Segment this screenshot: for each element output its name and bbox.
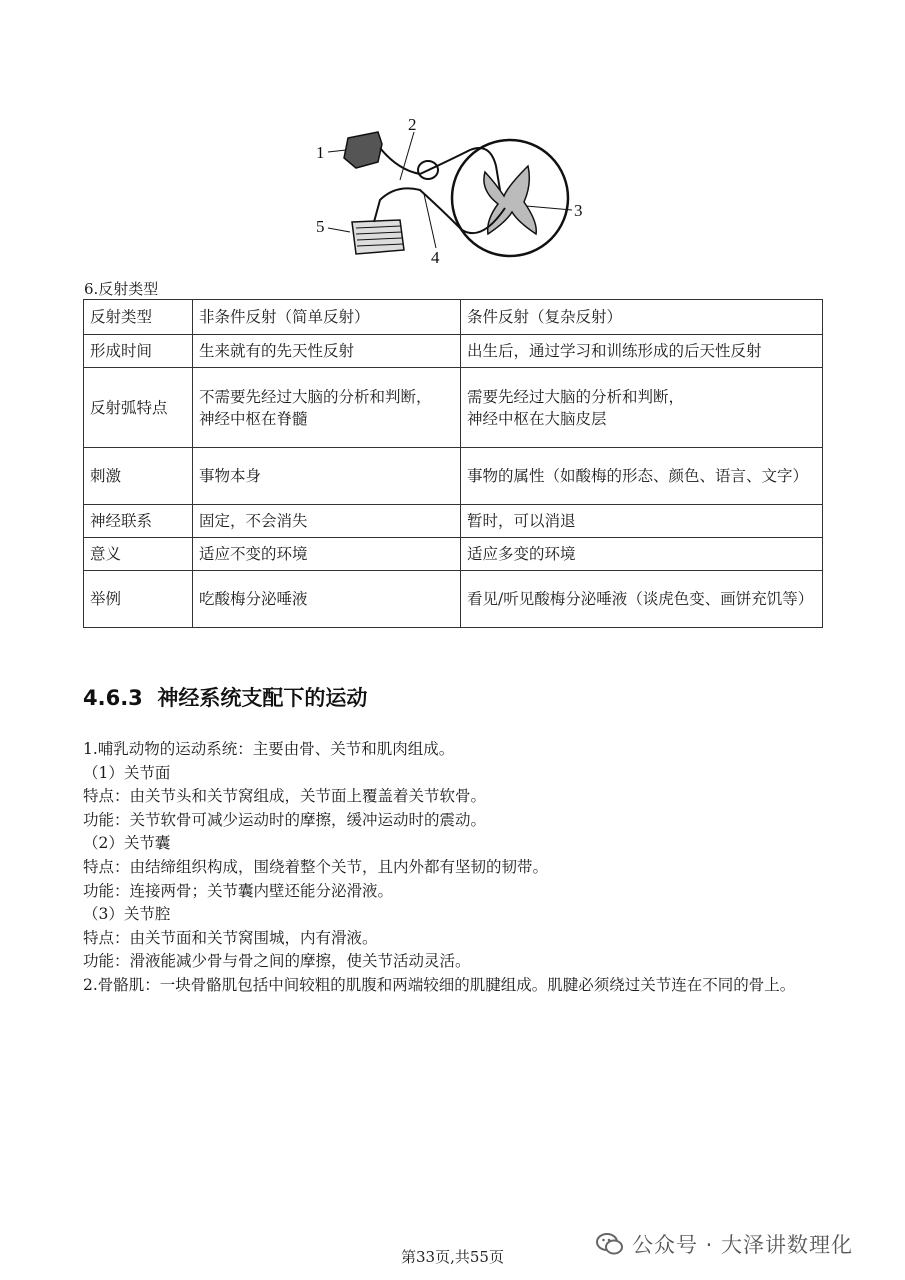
text-line: 1.哺乳动物的运动系统：主要由骨、关节和肌肉组成。 (83, 740, 455, 758)
table-cell: 反射弧特点 (84, 368, 193, 448)
diagram-label-2: 2 (408, 115, 417, 134)
text-line: 功能：连接两骨；关节囊内壁还能分泌滑液。 (83, 881, 394, 900)
diagram-label-1: 1 (316, 143, 325, 162)
text-line: （2）关节囊 (83, 834, 171, 853)
table-cell: 看见/听见酸梅分泌唾液（谈虎色变、画饼充饥等） (461, 571, 823, 628)
section-heading: 4.6.3 神经系统支配下的运动 (83, 686, 368, 710)
text-line: （1）关节面 (83, 763, 171, 782)
diagram-label-5: 5 (316, 217, 325, 236)
table-cell: 意义 (84, 538, 193, 571)
afferent-nerve-line (380, 148, 500, 190)
text-line: （3）关节腔 (83, 905, 171, 924)
table-cell: 固定，不会消失 (193, 505, 461, 538)
table-row (84, 448, 823, 505)
receptor-shape (344, 132, 382, 168)
text-line: 特点：由结缔组织构成，围绕着整个关节，且内外都有坚韧的韧带。 (83, 857, 549, 876)
table-cell: 非条件反射（简单反射） (193, 300, 461, 335)
watermark-text: 公众号 · 大泽讲数理化 (632, 1233, 854, 1257)
text-line: 2.骨骼肌：一块骨骼肌包括中间较粗的肌腹和两端较细的肌腱组成。肌腱必须绕过关节连在不同的骨上。 (83, 975, 796, 994)
table-cell: 事物的属性（如酸梅的形态、颜色、语言、文字） (461, 448, 823, 505)
text-line: 特点：由关节头和关节窝组成，关节面上覆盖着关节软骨。 (83, 787, 487, 806)
table-row (84, 505, 823, 538)
table-row (84, 368, 823, 448)
table-row (84, 571, 823, 628)
table-cell: 吃酸梅分泌唾液 (193, 571, 461, 628)
text-line: 特点：由关节面和关节窝围城，内有滑液。 (83, 928, 378, 947)
table-cell: 形成时间 (84, 335, 193, 368)
effector-muscle-shape (352, 220, 404, 254)
reflex-arc-diagram (300, 110, 600, 270)
diagram-label-3: 3 (574, 201, 583, 220)
diagram-label-4: 4 (431, 248, 440, 267)
table-cell: 暂时，可以消退 (461, 505, 823, 538)
table-cell: 反射类型 (84, 300, 193, 335)
text-line: 功能：关节软骨可减少运动时的摩擦，缓冲运动时的震动。 (83, 810, 487, 829)
table-cell: 出生后，通过学习和训练形成的后天性反射 (461, 335, 823, 368)
table-cell: 不需要先经过大脑的分析和判断， 神经中枢在脊髓 (193, 368, 461, 448)
table-cell: 举例 (84, 571, 193, 628)
table-cell: 适应不变的环境 (193, 538, 461, 571)
table-cell: 适应多变的环境 (461, 538, 823, 571)
table-row (84, 538, 823, 571)
text-line: 功能：滑液能减少骨与骨之间的摩擦，使关节活动灵活。 (83, 952, 471, 971)
table-row (84, 300, 823, 335)
table-cell: 生来就有的先天性反射 (193, 335, 461, 368)
table-row (84, 335, 823, 368)
table-caption: 6.反射类型 (84, 280, 159, 298)
table-cell: 神经联系 (84, 505, 193, 538)
body-text (83, 738, 828, 998)
reflex-types-table (83, 299, 823, 628)
table-cell: 需要先经过大脑的分析和判断， 神经中枢在大脑皮层 (461, 368, 823, 448)
table-cell: 事物本身 (193, 448, 461, 505)
table-cell: 刺激 (84, 448, 193, 505)
table-cell: 条件反射（复杂反射） (461, 300, 823, 335)
page-number: 第33页,共55页 (401, 1248, 504, 1266)
